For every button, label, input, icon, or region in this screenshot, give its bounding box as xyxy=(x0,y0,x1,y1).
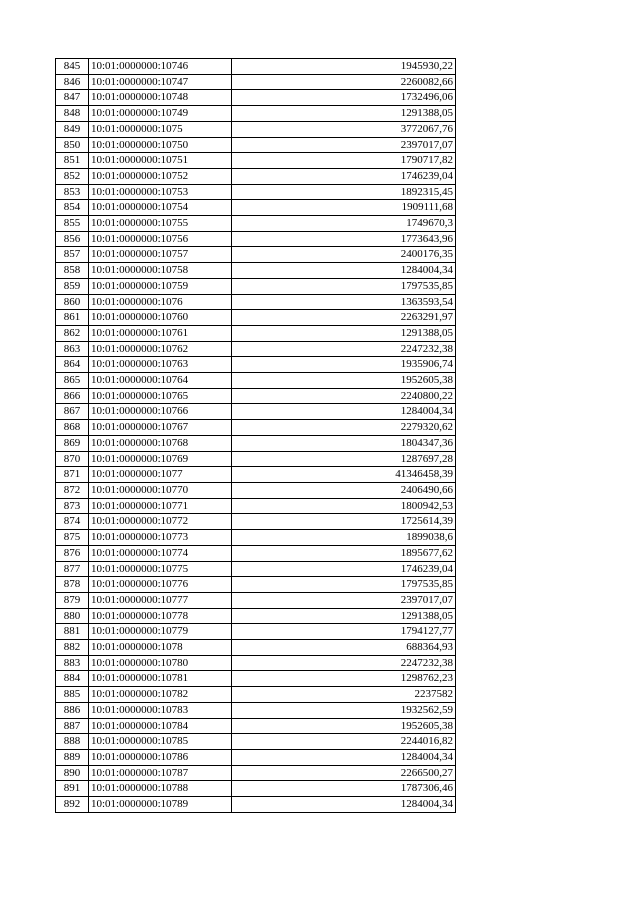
value-cell: 1773643,96 xyxy=(232,231,456,247)
cadastral-number-cell: 10:01:0000000:10755 xyxy=(89,216,232,232)
table-row xyxy=(56,200,456,216)
row-number-cell: 845 xyxy=(56,59,89,75)
cadastral-number-cell: 10:01:0000000:1078 xyxy=(89,640,232,656)
value-cell: 1952605,38 xyxy=(232,718,456,734)
row-number-cell: 858 xyxy=(56,263,89,279)
cadastral-number-cell: 10:01:0000000:10768 xyxy=(89,435,232,451)
row-number-cell: 847 xyxy=(56,90,89,106)
table-row xyxy=(56,106,456,122)
row-number-cell: 888 xyxy=(56,734,89,750)
cadastral-number-cell: 10:01:0000000:10782 xyxy=(89,687,232,703)
table-row xyxy=(56,184,456,200)
row-number-cell: 854 xyxy=(56,200,89,216)
cadastral-number-cell: 10:01:0000000:10750 xyxy=(89,137,232,153)
row-number-cell: 856 xyxy=(56,231,89,247)
table-row xyxy=(56,482,456,498)
row-number-cell: 877 xyxy=(56,561,89,577)
value-cell: 2400176,35 xyxy=(232,247,456,263)
value-cell: 1725614,39 xyxy=(232,514,456,530)
table-row xyxy=(56,765,456,781)
cadastral-value-table xyxy=(55,58,456,813)
row-number-cell: 891 xyxy=(56,781,89,797)
row-number-cell: 890 xyxy=(56,765,89,781)
cadastral-number-cell: 10:01:0000000:10751 xyxy=(89,153,232,169)
value-cell: 2263291,97 xyxy=(232,310,456,326)
row-number-cell: 861 xyxy=(56,310,89,326)
table-row xyxy=(56,734,456,750)
table-row xyxy=(56,121,456,137)
table-row xyxy=(56,561,456,577)
row-number-cell: 886 xyxy=(56,702,89,718)
value-cell: 1287697,28 xyxy=(232,451,456,467)
table-row xyxy=(56,577,456,593)
cadastral-number-cell: 10:01:0000000:10781 xyxy=(89,671,232,687)
table-row xyxy=(56,357,456,373)
value-cell: 3772067,76 xyxy=(232,121,456,137)
value-cell: 1794127,77 xyxy=(232,624,456,640)
value-cell: 1284004,34 xyxy=(232,263,456,279)
row-number-cell: 862 xyxy=(56,325,89,341)
cadastral-number-cell: 10:01:0000000:10779 xyxy=(89,624,232,640)
value-cell: 1797535,85 xyxy=(232,577,456,593)
value-cell: 1291388,05 xyxy=(232,325,456,341)
table-row xyxy=(56,294,456,310)
value-cell: 2260082,66 xyxy=(232,74,456,90)
cadastral-number-cell: 10:01:0000000:10772 xyxy=(89,514,232,530)
table-row xyxy=(56,592,456,608)
cadastral-number-cell: 10:01:0000000:10785 xyxy=(89,734,232,750)
row-number-cell: 884 xyxy=(56,671,89,687)
cadastral-number-cell: 10:01:0000000:10748 xyxy=(89,90,232,106)
table-row xyxy=(56,247,456,263)
value-cell: 1790717,82 xyxy=(232,153,456,169)
cadastral-number-cell: 10:01:0000000:10789 xyxy=(89,797,232,813)
cadastral-number-cell: 10:01:0000000:1075 xyxy=(89,121,232,137)
row-number-cell: 868 xyxy=(56,420,89,436)
row-number-cell: 857 xyxy=(56,247,89,263)
cadastral-number-cell: 10:01:0000000:10758 xyxy=(89,263,232,279)
value-cell: 1899038,6 xyxy=(232,530,456,546)
table-row xyxy=(56,325,456,341)
table-row xyxy=(56,168,456,184)
cadastral-number-cell: 10:01:0000000:10764 xyxy=(89,373,232,389)
table-row xyxy=(56,718,456,734)
value-cell: 1945930,22 xyxy=(232,59,456,75)
cadastral-number-cell: 10:01:0000000:10778 xyxy=(89,608,232,624)
table-row xyxy=(56,90,456,106)
cadastral-number-cell: 10:01:0000000:10777 xyxy=(89,592,232,608)
row-number-cell: 849 xyxy=(56,121,89,137)
row-number-cell: 859 xyxy=(56,278,89,294)
row-number-cell: 873 xyxy=(56,498,89,514)
cadastral-number-cell: 10:01:0000000:10784 xyxy=(89,718,232,734)
table-row xyxy=(56,702,456,718)
table-row xyxy=(56,608,456,624)
table-row xyxy=(56,514,456,530)
row-number-cell: 852 xyxy=(56,168,89,184)
cadastral-number-cell: 10:01:0000000:10759 xyxy=(89,278,232,294)
value-cell: 1732496,06 xyxy=(232,90,456,106)
table-row xyxy=(56,216,456,232)
row-number-cell: 846 xyxy=(56,74,89,90)
table-row xyxy=(56,278,456,294)
value-cell: 1800942,53 xyxy=(232,498,456,514)
table-row xyxy=(56,530,456,546)
value-cell: 1749670,3 xyxy=(232,216,456,232)
cadastral-number-cell: 10:01:0000000:10756 xyxy=(89,231,232,247)
value-cell: 1797535,85 xyxy=(232,278,456,294)
cadastral-number-cell: 10:01:0000000:10771 xyxy=(89,498,232,514)
row-number-cell: 876 xyxy=(56,545,89,561)
cadastral-number-cell: 10:01:0000000:10766 xyxy=(89,404,232,420)
cadastral-number-cell: 10:01:0000000:10773 xyxy=(89,530,232,546)
value-cell: 1892315,45 xyxy=(232,184,456,200)
row-number-cell: 860 xyxy=(56,294,89,310)
table-row xyxy=(56,435,456,451)
cadastral-number-cell: 10:01:0000000:10761 xyxy=(89,325,232,341)
cadastral-number-cell: 10:01:0000000:10747 xyxy=(89,74,232,90)
table-row xyxy=(56,655,456,671)
value-cell: 2237582 xyxy=(232,687,456,703)
table-row xyxy=(56,388,456,404)
cadastral-number-cell: 10:01:0000000:10763 xyxy=(89,357,232,373)
value-cell: 41346458,39 xyxy=(232,467,456,483)
cadastral-number-cell: 10:01:0000000:1076 xyxy=(89,294,232,310)
cadastral-number-cell: 10:01:0000000:10776 xyxy=(89,577,232,593)
value-cell: 2279320,62 xyxy=(232,420,456,436)
value-cell: 1284004,34 xyxy=(232,749,456,765)
cadastral-number-cell: 10:01:0000000:10754 xyxy=(89,200,232,216)
row-number-cell: 875 xyxy=(56,530,89,546)
row-number-cell: 874 xyxy=(56,514,89,530)
value-cell: 1284004,34 xyxy=(232,797,456,813)
table-row xyxy=(56,153,456,169)
row-number-cell: 863 xyxy=(56,341,89,357)
value-cell: 2266500,27 xyxy=(232,765,456,781)
value-cell: 1363593,54 xyxy=(232,294,456,310)
table-row xyxy=(56,797,456,813)
cadastral-number-cell: 10:01:0000000:10757 xyxy=(89,247,232,263)
value-cell: 1291388,05 xyxy=(232,608,456,624)
row-number-cell: 870 xyxy=(56,451,89,467)
row-number-cell: 872 xyxy=(56,482,89,498)
row-number-cell: 881 xyxy=(56,624,89,640)
value-cell: 1932562,59 xyxy=(232,702,456,718)
row-number-cell: 855 xyxy=(56,216,89,232)
value-cell: 1746239,04 xyxy=(232,168,456,184)
value-cell: 2406490,66 xyxy=(232,482,456,498)
value-cell: 2247232,38 xyxy=(232,341,456,357)
cadastral-number-cell: 10:01:0000000:10762 xyxy=(89,341,232,357)
cadastral-number-cell: 10:01:0000000:10775 xyxy=(89,561,232,577)
row-number-cell: 882 xyxy=(56,640,89,656)
cadastral-number-cell: 10:01:0000000:10787 xyxy=(89,765,232,781)
value-cell: 1935906,74 xyxy=(232,357,456,373)
row-number-cell: 867 xyxy=(56,404,89,420)
value-cell: 1804347,36 xyxy=(232,435,456,451)
table-row xyxy=(56,545,456,561)
value-cell: 1746239,04 xyxy=(232,561,456,577)
table-row xyxy=(56,263,456,279)
cadastral-number-cell: 10:01:0000000:10767 xyxy=(89,420,232,436)
cadastral-number-cell: 10:01:0000000:1077 xyxy=(89,467,232,483)
cadastral-number-cell: 10:01:0000000:10753 xyxy=(89,184,232,200)
cadastral-number-cell: 10:01:0000000:10788 xyxy=(89,781,232,797)
table-body xyxy=(56,59,456,813)
cadastral-number-cell: 10:01:0000000:10752 xyxy=(89,168,232,184)
table-row xyxy=(56,671,456,687)
row-number-cell: 851 xyxy=(56,153,89,169)
table-row xyxy=(56,781,456,797)
value-cell: 1291388,05 xyxy=(232,106,456,122)
cadastral-number-cell: 10:01:0000000:10774 xyxy=(89,545,232,561)
cadastral-number-cell: 10:01:0000000:10746 xyxy=(89,59,232,75)
cadastral-number-cell: 10:01:0000000:10770 xyxy=(89,482,232,498)
table-row xyxy=(56,231,456,247)
row-number-cell: 885 xyxy=(56,687,89,703)
table-row xyxy=(56,749,456,765)
row-number-cell: 865 xyxy=(56,373,89,389)
row-number-cell: 879 xyxy=(56,592,89,608)
cadastral-number-cell: 10:01:0000000:10749 xyxy=(89,106,232,122)
row-number-cell: 871 xyxy=(56,467,89,483)
value-cell: 2244016,82 xyxy=(232,734,456,750)
cadastral-number-cell: 10:01:0000000:10760 xyxy=(89,310,232,326)
table-row xyxy=(56,467,456,483)
table-row xyxy=(56,59,456,75)
row-number-cell: 869 xyxy=(56,435,89,451)
row-number-cell: 892 xyxy=(56,797,89,813)
table-row xyxy=(56,310,456,326)
value-cell: 1952605,38 xyxy=(232,373,456,389)
table-row xyxy=(56,498,456,514)
cadastral-number-cell: 10:01:0000000:10780 xyxy=(89,655,232,671)
row-number-cell: 853 xyxy=(56,184,89,200)
value-cell: 2397017,07 xyxy=(232,137,456,153)
cadastral-number-cell: 10:01:0000000:10769 xyxy=(89,451,232,467)
value-cell: 688364,93 xyxy=(232,640,456,656)
table-row xyxy=(56,420,456,436)
cadastral-number-cell: 10:01:0000000:10786 xyxy=(89,749,232,765)
table-row xyxy=(56,687,456,703)
row-number-cell: 848 xyxy=(56,106,89,122)
table-row xyxy=(56,640,456,656)
value-cell: 2240800,22 xyxy=(232,388,456,404)
value-cell: 1298762,23 xyxy=(232,671,456,687)
value-cell: 1787306,46 xyxy=(232,781,456,797)
row-number-cell: 887 xyxy=(56,718,89,734)
value-cell: 2397017,07 xyxy=(232,592,456,608)
table-row xyxy=(56,451,456,467)
row-number-cell: 864 xyxy=(56,357,89,373)
cadastral-number-cell: 10:01:0000000:10783 xyxy=(89,702,232,718)
table-row xyxy=(56,373,456,389)
value-cell: 1284004,34 xyxy=(232,404,456,420)
cadastral-number-cell: 10:01:0000000:10765 xyxy=(89,388,232,404)
table-row xyxy=(56,341,456,357)
row-number-cell: 883 xyxy=(56,655,89,671)
table-row xyxy=(56,74,456,90)
table-row xyxy=(56,137,456,153)
table-row xyxy=(56,404,456,420)
value-cell: 2247232,38 xyxy=(232,655,456,671)
value-cell: 1895677,62 xyxy=(232,545,456,561)
row-number-cell: 850 xyxy=(56,137,89,153)
table-row xyxy=(56,624,456,640)
row-number-cell: 866 xyxy=(56,388,89,404)
value-cell: 1909111,68 xyxy=(232,200,456,216)
row-number-cell: 878 xyxy=(56,577,89,593)
row-number-cell: 880 xyxy=(56,608,89,624)
row-number-cell: 889 xyxy=(56,749,89,765)
